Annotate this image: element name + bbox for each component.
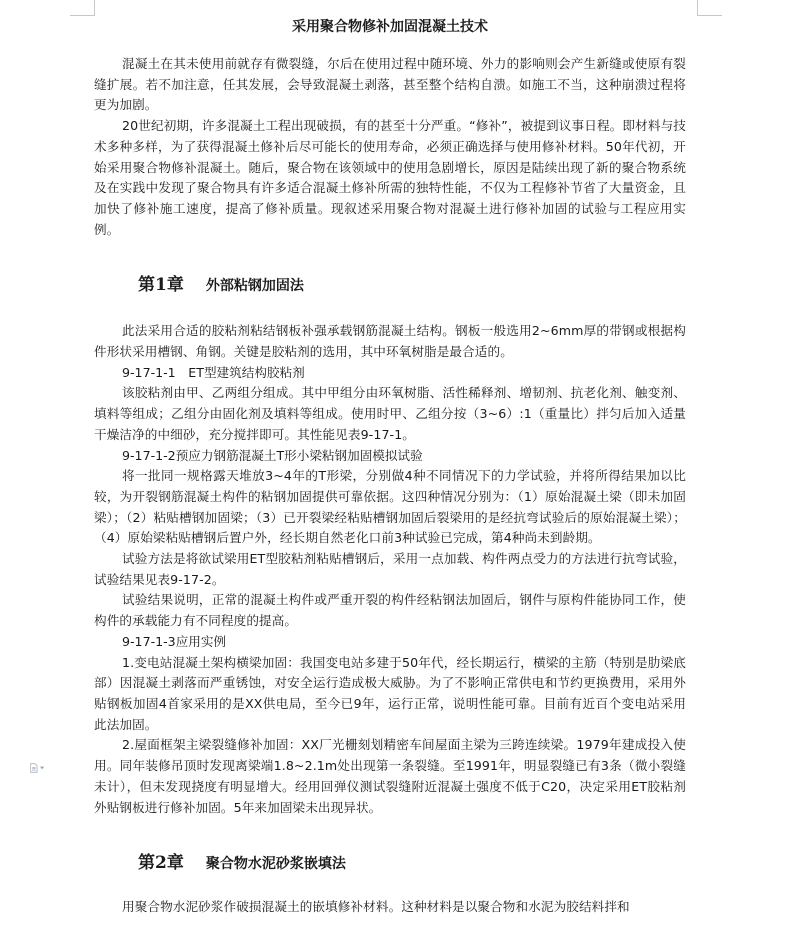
document-options-button[interactable] — [30, 760, 44, 776]
chapter-1-paragraph-1: 此法采用合适的胶粘剂粘结钢板补强承载钢筋混凝土结构。钢板一般选用2~6mm厚的带钢或根据构件形状采用槽钢、角钢。关键是胶粘剂的选用，其中环氧树脂是最合适的。 — [94, 323, 686, 360]
chapter-1-title: 外部粘钢加固法 — [205, 278, 304, 295]
section-heading-2: 9-17-1-2预应力钢筋混凝土T形小梁粘钢加固模拟试验 — [122, 447, 423, 463]
document-icon — [30, 761, 38, 775]
chapter-1-paragraph-6: 1.变电站混凝土架构横梁加固：我国变电站多建于50年代，经长期运行，横梁的主筋（特别是肋梁底部）因混凝土剥落而严重锈蚀，对安全运行造成极大威胁。为了不影响正常供电和节约更换费用，采用外贴钢板加固4首家采用的是XX供电局，至今已9年，运行正常，说明性能可靠。目前有近百个变电站采用此法加固。 — [94, 654, 686, 732]
intro-paragraph-1: 混凝土在其未使用前就存有微裂缝，尔后在使用过程中随环境、外力的影响则会产生新缝或使原有裂缝扩展。若不加注意，任其发展，会导致混凝土剥落，甚至整个结构自溃。如施工不当，这种崩溃过程将更为加剧。 — [94, 56, 686, 113]
document-title: 采用聚合物修补加固混凝土技术 — [292, 19, 488, 35]
chapter-1-number: 第1章 — [138, 275, 184, 296]
section-heading-1: 9-17-1-1 ET型建筑结构胶粘剂 — [122, 364, 305, 380]
chapter-1-paragraph-3: 将一批同一规格露天堆放3~4年的T形梁，分别做4种不同情况下的力学试验，并将所得结果加以比较，为开裂钢筋混凝土构件的粘钢加固提供可靠依据。这四种情况分别为：（1）原始混凝土梁（即未加固梁）；（2）粘贴槽钢加固梁；（3）已开裂梁经粘贴槽钢加固后裂梁用的是经抗弯试验后的原始混凝土梁）；（4）原始梁粘贴槽钢后置户外，经长期自然老化口前3种试验已完成，第4种尚未到龄期。 — [94, 468, 686, 546]
chapter-1-paragraph-7: 2.屋面框架主梁裂缝修补加固：XX厂光栅刻划精密车间屋面主梁为三跨连续梁。1979年建成投入使用。同年装修吊顶时发现离梁端1.8~2.1m处出现第一条裂缝。至1991年，明显裂缝已有3条（微小裂缝未计），但未发现挠度有明显增大。经用回弹仪测试裂缝附近混凝土强度不低于C20，决定采用ET胶粘剂外贴钢板进行修补加固。5年来加固梁未出现异状。 — [94, 737, 686, 815]
chapter-2-title: 聚合物水泥砂浆嵌填法 — [205, 856, 346, 873]
chapter-1-paragraph-5: 试验结果说明，正常的混凝土构件或严重开裂的构件经粘钢法加固后，钢件与原构件能协同工作，使构件的承载能力有不同程度的提高。 — [94, 592, 686, 629]
chevron-down-icon — [40, 766, 44, 770]
section-heading-3: 9-17-1-3应用实例 — [122, 633, 227, 649]
document-page — [94, 0, 686, 918]
chapter-1-paragraph-2: 该胶粘剂由甲、乙两组分组成。其中甲组分由环氧树脂、活性稀释剂、增韧剂、抗老化剂、触变剂、填料等组成；乙组分由固化剂及填料等组成。使用时甲、乙组分按（3~6）:1（重量比）拌匀后加入适量干燥洁净的中细砂，充分搅拌即可。其性能见表9-17-1。 — [94, 385, 686, 442]
chapter-2-number: 第2章 — [138, 853, 184, 874]
crop-mark-top-left-h — [70, 15, 95, 16]
chapter-2-heading — [94, 848, 686, 873]
crop-mark-top-right-v — [697, 0, 698, 16]
crop-mark-top-right-h — [697, 15, 722, 16]
chapter-2-paragraph-1: 用聚合物水泥砂浆作破损混凝土的嵌填修补材料。这种材料是以聚合物和水泥为胶结料拌和 — [122, 899, 630, 915]
chapter-1-paragraph-4: 试验方法是将欲试梁用ET型胶粘剂粘贴槽钢后，采用一点加载、构件两点受力的方法进行抗弯试验，试验结果见表9-17-2。 — [94, 551, 686, 587]
intro-paragraph-2: 20世纪初期，许多混凝土工程出现破损，有的甚至十分严重。“修补”，被提到议事日程。即材料与技术多种多样，为了获得混凝土修补后尽可能长的使用寿命，必须正确选择与使用修补材料。50年代初，开始采用聚合物修补混凝土。随后，聚合物在该领域中的使用急剧增长，原因是陆续出现了新的聚合物系统及在实践中发现了聚合物具有许多适合混凝土修补所需的独特性能，不仅为工程修补节省了大量资金，且加快了修补施工速度，提高了修补质量。现叙述采用聚合物对混凝土进行修补加固的试验与工程应用实例。 — [94, 118, 686, 237]
chapter-1-heading — [94, 270, 686, 295]
